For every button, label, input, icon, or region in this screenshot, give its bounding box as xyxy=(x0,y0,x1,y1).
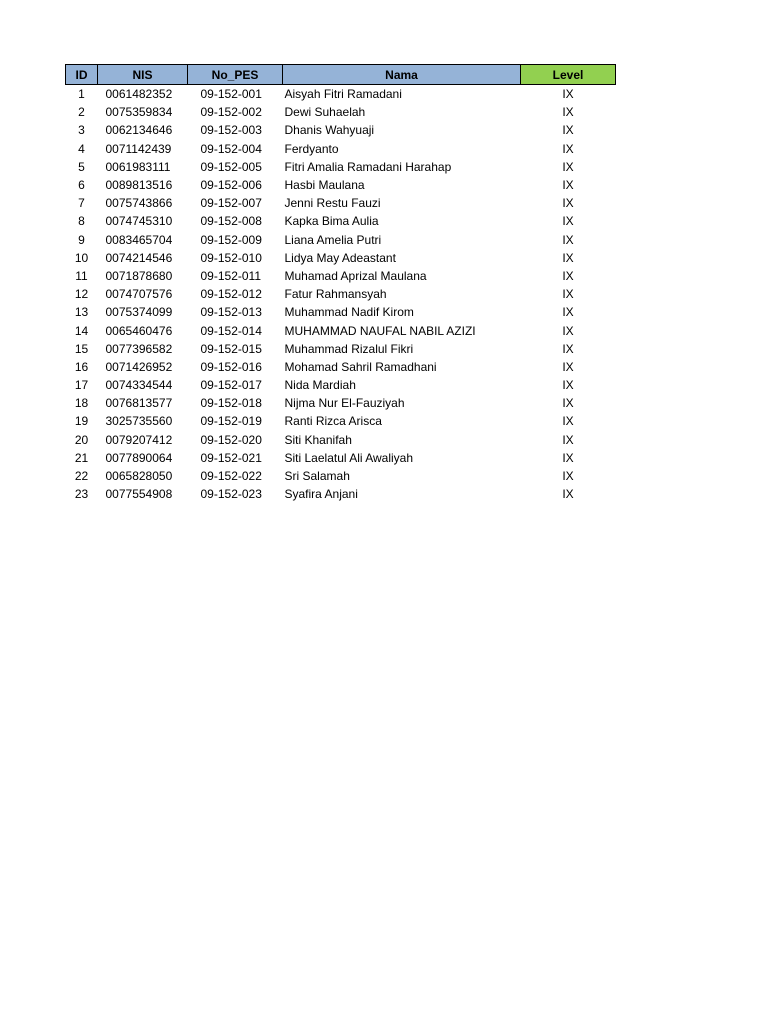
cell-level: IX xyxy=(562,232,574,247)
table-row xyxy=(66,194,616,212)
cell-nama: Mohamad Sahril Ramadhani xyxy=(284,359,437,374)
cell-nis: 0075374099 xyxy=(105,305,173,320)
cell-nis: 0077396582 xyxy=(105,341,173,356)
cell-no-pes: 09-152-005 xyxy=(200,159,262,174)
table-row xyxy=(66,249,616,267)
cell-level: IX xyxy=(562,123,574,138)
cell-id: 8 xyxy=(78,214,85,229)
table-row xyxy=(66,212,616,230)
cell-no-pes: 09-152-020 xyxy=(200,432,262,447)
cell-nis: 3025735560 xyxy=(105,414,173,429)
cell-nama: Muhammad Nadif Kirom xyxy=(284,305,414,320)
cell-id: 14 xyxy=(74,323,89,338)
cell-level: IX xyxy=(562,305,574,320)
cell-level: IX xyxy=(562,105,574,120)
cell-level: IX xyxy=(562,178,574,193)
cell-level: IX xyxy=(562,487,574,502)
cell-nis: 0075743866 xyxy=(105,196,173,211)
cell-level: IX xyxy=(562,159,574,174)
cell-nama: Fatur Rahmansyah xyxy=(284,287,387,302)
cell-id: 19 xyxy=(74,414,89,429)
cell-no-pes: 09-152-002 xyxy=(200,105,262,120)
cell-level: IX xyxy=(562,450,574,465)
table-row xyxy=(66,321,616,339)
table-row xyxy=(66,140,616,158)
cell-level: IX xyxy=(562,396,574,411)
cell-level: IX xyxy=(562,359,574,374)
cell-level: IX xyxy=(562,268,574,283)
cell-no-pes: 09-152-010 xyxy=(200,250,262,265)
cell-no-pes: 09-152-011 xyxy=(200,268,261,283)
cell-nis: 0065828050 xyxy=(105,469,173,484)
cell-id: 2 xyxy=(78,105,85,120)
cell-nama: Ferdyanto xyxy=(284,141,339,156)
table-row xyxy=(66,285,616,303)
cell-no-pes: 09-152-021 xyxy=(200,450,262,465)
cell-nama: Kapka Bima Aulia xyxy=(284,214,379,229)
table-row xyxy=(66,340,616,358)
cell-level: IX xyxy=(562,414,574,429)
cell-id: 7 xyxy=(78,196,85,211)
cell-nama: Jenni Restu Fauzi xyxy=(284,196,381,211)
cell-id: 4 xyxy=(78,141,85,156)
cell-no-pes: 09-152-019 xyxy=(200,414,262,429)
table-row xyxy=(66,103,616,121)
header-nis: NIS xyxy=(98,65,188,85)
cell-nama: Muhammad Rizalul Fikri xyxy=(284,341,414,356)
table-row xyxy=(66,449,616,467)
cell-nis: 0062134646 xyxy=(105,123,173,138)
table-row xyxy=(66,267,616,285)
cell-id: 11 xyxy=(75,268,88,283)
table-body xyxy=(66,85,616,504)
cell-nama: MUHAMMAD NAUFAL NABIL AZIZI xyxy=(284,323,476,338)
student-table xyxy=(65,64,616,503)
table-row xyxy=(66,176,616,194)
table-row xyxy=(66,121,616,139)
cell-nis: 0079207412 xyxy=(105,432,173,447)
cell-id: 15 xyxy=(74,341,89,356)
cell-nama: Hasbi Maulana xyxy=(284,178,365,193)
cell-no-pes: 09-152-022 xyxy=(200,469,262,484)
table-row xyxy=(66,158,616,176)
cell-id: 6 xyxy=(78,178,85,193)
table-row xyxy=(66,412,616,430)
cell-nis: 0065460476 xyxy=(105,323,173,338)
cell-level: IX xyxy=(562,250,574,265)
cell-id: 10 xyxy=(74,250,89,265)
table-row xyxy=(66,467,616,485)
table-row xyxy=(66,231,616,249)
table-row xyxy=(66,376,616,394)
cell-level: IX xyxy=(562,287,574,302)
cell-nis: 0074707576 xyxy=(105,287,173,302)
cell-no-pes: 09-152-001 xyxy=(200,87,262,102)
cell-no-pes: 09-152-012 xyxy=(200,287,262,302)
cell-nama: Siti Laelatul Ali Awaliyah xyxy=(284,450,414,465)
cell-level: IX xyxy=(562,141,574,156)
cell-nama: Aisyah Fitri Ramadani xyxy=(284,87,402,102)
table-row xyxy=(66,394,616,412)
cell-nis: 0077554908 xyxy=(105,487,173,502)
cell-level: IX xyxy=(562,469,574,484)
cell-no-pes: 09-152-006 xyxy=(200,178,262,193)
cell-id: 1 xyxy=(78,87,85,102)
cell-nis: 0061482352 xyxy=(105,87,173,102)
cell-level: IX xyxy=(562,196,574,211)
cell-nama: Lidya May Adeastant xyxy=(284,250,396,265)
cell-nama: Dewi Suhaelah xyxy=(284,105,366,120)
cell-no-pes: 09-152-014 xyxy=(200,323,262,338)
cell-nis: 0071426952 xyxy=(105,359,173,374)
cell-level: IX xyxy=(562,214,574,229)
cell-id: 18 xyxy=(74,396,89,411)
cell-nis: 0074334544 xyxy=(105,378,173,393)
cell-level: IX xyxy=(562,378,574,393)
cell-no-pes: 09-152-007 xyxy=(200,196,262,211)
header-level: Level xyxy=(521,65,616,85)
cell-level: IX xyxy=(562,323,574,338)
cell-nis: 0071878680 xyxy=(105,268,173,283)
cell-id: 3 xyxy=(78,123,85,138)
cell-nama: Fitri Amalia Ramadani Harahap xyxy=(284,159,452,174)
table-row xyxy=(66,358,616,376)
table-row xyxy=(66,85,616,104)
cell-no-pes: 09-152-004 xyxy=(200,141,262,156)
cell-id: 22 xyxy=(74,469,89,484)
header-no-pes: No_PES xyxy=(188,65,283,85)
cell-nis: 0083465704 xyxy=(105,232,173,247)
cell-no-pes: 09-152-013 xyxy=(200,305,262,320)
cell-id: 17 xyxy=(74,378,89,393)
cell-id: 23 xyxy=(74,487,89,502)
cell-nis: 0076813577 xyxy=(105,396,173,411)
header-row xyxy=(66,65,616,85)
cell-id: 9 xyxy=(78,232,85,247)
cell-nis: 0074214546 xyxy=(105,250,173,265)
cell-nama: Muhamad Aprizal Maulana xyxy=(284,268,427,283)
table-row xyxy=(66,485,616,503)
cell-no-pes: 09-152-009 xyxy=(200,232,262,247)
cell-id: 12 xyxy=(74,287,89,302)
cell-nis: 0075359834 xyxy=(105,105,173,120)
cell-level: IX xyxy=(562,87,574,102)
cell-id: 16 xyxy=(74,359,89,374)
cell-no-pes: 09-152-008 xyxy=(200,214,262,229)
cell-nama: Dhanis Wahyuaji xyxy=(284,123,375,138)
cell-no-pes: 09-152-018 xyxy=(200,396,262,411)
cell-id: 20 xyxy=(74,432,89,447)
cell-no-pes: 09-152-015 xyxy=(200,341,262,356)
cell-level: IX xyxy=(562,432,574,447)
cell-no-pes: 09-152-023 xyxy=(200,487,262,502)
header-id: ID xyxy=(66,65,98,85)
cell-nis: 0061983111 xyxy=(105,159,171,174)
table-row xyxy=(66,303,616,321)
cell-id: 5 xyxy=(78,159,85,174)
table-row xyxy=(66,431,616,449)
cell-nama: Syafira Anjani xyxy=(284,487,358,502)
cell-nis: 0077890064 xyxy=(105,450,173,465)
cell-no-pes: 09-152-017 xyxy=(200,378,262,393)
cell-nama: Ranti Rizca Arisca xyxy=(284,414,382,429)
cell-nis: 0089813516 xyxy=(105,178,173,193)
cell-nama: Nida Mardiah xyxy=(284,378,356,393)
cell-id: 21 xyxy=(74,450,89,465)
cell-nama: Siti Khanifah xyxy=(284,432,352,447)
cell-nama: Sri Salamah xyxy=(284,469,350,484)
cell-level: IX xyxy=(562,341,574,356)
cell-id: 13 xyxy=(74,305,89,320)
cell-no-pes: 09-152-003 xyxy=(200,123,262,138)
cell-nis: 0071142439 xyxy=(105,141,172,156)
header-nama: Nama xyxy=(283,65,521,85)
cell-nama: Nijma Nur El-Fauziyah xyxy=(284,396,405,411)
cell-nama: Liana Amelia Putri xyxy=(284,232,382,247)
cell-no-pes: 09-152-016 xyxy=(200,359,262,374)
cell-nis: 0074745310 xyxy=(105,214,173,229)
